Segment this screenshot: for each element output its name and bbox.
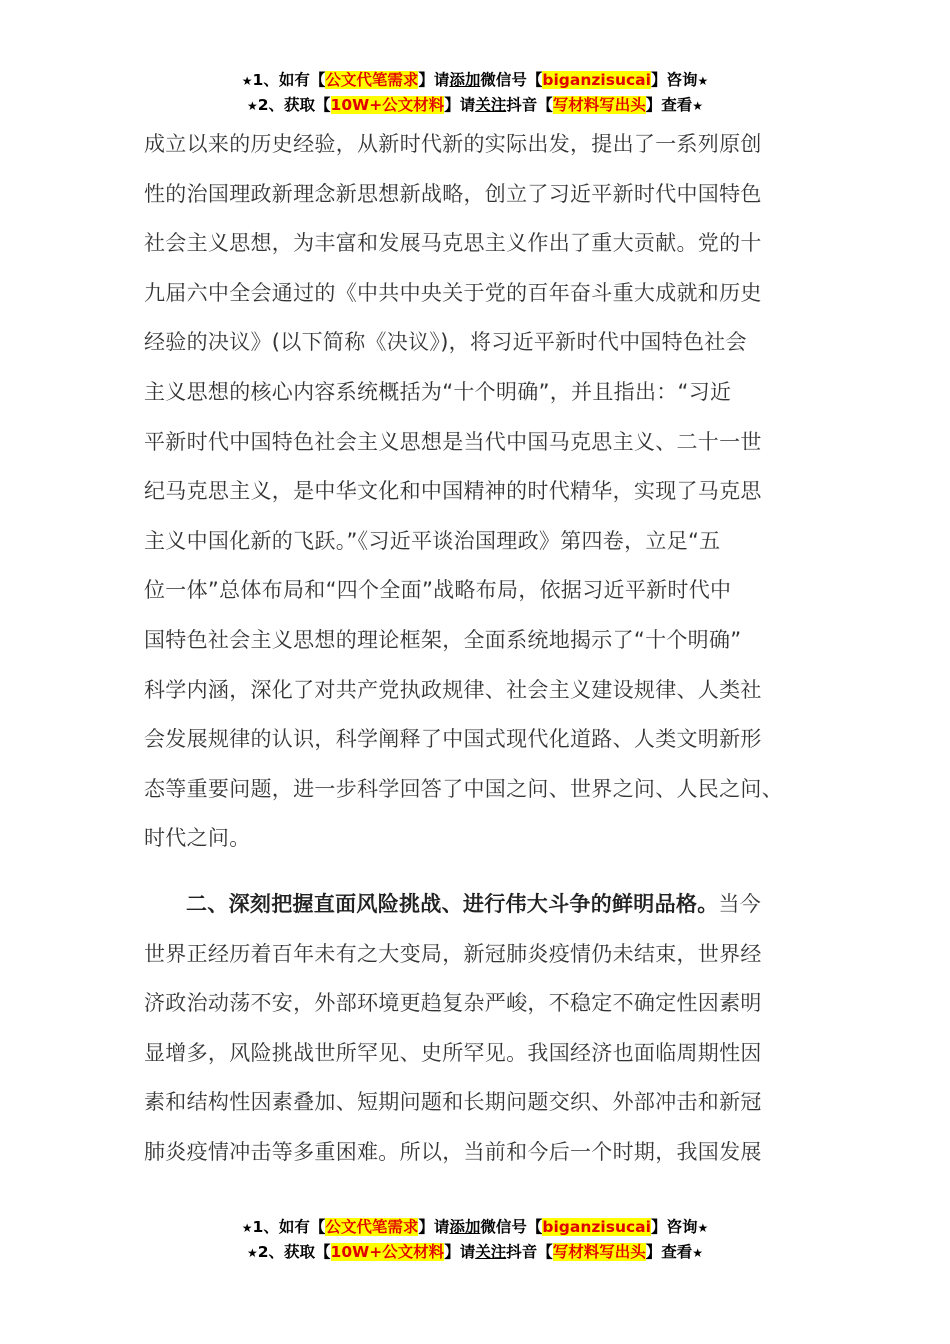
star-icon: ★ xyxy=(697,1221,709,1235)
banner-text: 】咨询 xyxy=(650,1218,698,1236)
text-line: 当今 xyxy=(718,892,762,916)
text-line: 肺炎疫情冲击等多重困难。所以，当前和今后一个时期，我国发展 xyxy=(144,1139,762,1164)
banner-text: 】查看 xyxy=(645,96,693,114)
banner-line-2 xyxy=(0,93,950,118)
text-line: 九届六中全会通过的《中共中央关于党的百年奋斗重大成就和历史 xyxy=(144,280,762,305)
section-heading: 二、深刻把握直面风险挑战、进行伟大斗争的鲜明品格。 xyxy=(186,892,719,916)
banner-text: 微信号【 xyxy=(480,1218,543,1236)
text-line: 会发展规律的认识，科学阐释了中国式现代化道路、人类文明新形 xyxy=(144,727,762,752)
star-icon: ★ xyxy=(692,1246,704,1260)
text-line: 纪马克思主义，是中华文化和中国精神的时代精华，实现了马克思 xyxy=(144,479,762,504)
highlight-text: 公文代笔需求 xyxy=(325,1218,419,1236)
text-line: 成立以来的历史经验，从新时代新的实际出发，提出了一系列原创 xyxy=(144,132,762,156)
banner-text: 】请 xyxy=(418,1218,450,1236)
paragraph-2 xyxy=(144,880,824,1178)
wechat-id: biganzisucai xyxy=(542,1218,651,1236)
text-line: 平新时代中国特色社会主义思想是当代中国马克思主义、二十一世 xyxy=(144,429,762,454)
underlined-text: 关注 xyxy=(475,1243,507,1261)
wechat-id: biganzisucai xyxy=(542,71,651,89)
banner-text: 】查看 xyxy=(645,1243,693,1261)
underlined-text: 添加 xyxy=(449,1218,481,1236)
star-icon: ★ xyxy=(241,74,253,88)
text-line: 济政治动荡不安，外部环境更趋复杂严峻，不稳定不确定性因素明 xyxy=(144,991,762,1016)
text-line: 时代之问。 xyxy=(144,826,251,851)
banner-text: 】请 xyxy=(444,1243,476,1261)
star-icon: ★ xyxy=(697,74,709,88)
text-line: 科学内涵，深化了对共产党执政规律、社会主义建设规律、人类社 xyxy=(144,677,762,702)
text-line: 显增多，风险挑战世所罕见、史所罕见。我国经济也面临周期性因 xyxy=(144,1040,762,1065)
banner-line-1 xyxy=(0,68,950,93)
banner-text: 】请 xyxy=(418,71,450,89)
star-icon: ★ xyxy=(241,1221,253,1235)
text-line: 社会主义思想，为丰富和发展马克思主义作出了重大贡献。党的十 xyxy=(144,231,762,256)
star-icon: ★ xyxy=(246,99,258,113)
underlined-text: 关注 xyxy=(475,96,507,114)
text-line: 态等重要问题，进一步科学回答了中国之问、世界之问、人民之问、 xyxy=(144,776,783,801)
highlight-text: 10W+公文材料 xyxy=(330,96,445,114)
banner-text: 抖音【 xyxy=(506,96,553,114)
banner-text: 】请 xyxy=(444,96,476,114)
header-banner xyxy=(0,68,950,118)
banner-line-1 xyxy=(0,1215,950,1240)
banner-text: 抖音【 xyxy=(506,1243,553,1261)
banner-line-2 xyxy=(0,1240,950,1265)
douyin-account: 写材料写出头 xyxy=(552,1243,646,1261)
highlight-text: 10W+公文材料 xyxy=(330,1243,445,1261)
text-line: 世界正经历着百年未有之大变局，新冠肺炎疫情仍未结束，世界经 xyxy=(144,941,762,966)
banner-text: 1、如有【 xyxy=(252,71,326,89)
highlight-text: 公文代笔需求 xyxy=(325,71,419,89)
text-line: 主义思想的核心内容系统概括为“十个明确”，并且指出：“习近 xyxy=(144,379,732,404)
paragraph-1 xyxy=(144,120,824,864)
footer-banner xyxy=(0,1215,950,1265)
star-icon: ★ xyxy=(246,1246,258,1260)
banner-text: 2、获取【 xyxy=(257,1243,331,1261)
banner-text: 1、如有【 xyxy=(252,1218,326,1236)
underlined-text: 添加 xyxy=(449,71,481,89)
banner-text: 】咨询 xyxy=(650,71,698,89)
banner-text: 2、获取【 xyxy=(257,96,331,114)
text-line: 性的治国理政新理念新思想新战略，创立了习近平新时代中国特色 xyxy=(144,181,762,206)
text-line: 素和结构性因素叠加、短期问题和长期问题交织、外部冲击和新冠 xyxy=(144,1090,762,1115)
text-line: 国特色社会主义思想的理论框架，全面系统地揭示了“十个明确” xyxy=(144,627,742,652)
douyin-account: 写材料写出头 xyxy=(552,96,646,114)
section-heading-line xyxy=(144,880,824,930)
text-line: 主义中国化新的飞跃。”《习近平谈治国理政》第四卷，立足“五 xyxy=(144,528,721,553)
text-line: 位一体”总体布局和“四个全面”战略布局，依据习近平新时代中 xyxy=(144,578,732,603)
text-line: 经验的决议》(以下简称《决议》)，将习近平新时代中国特色社会 xyxy=(144,330,747,355)
banner-text: 微信号【 xyxy=(480,71,543,89)
star-icon: ★ xyxy=(692,99,704,113)
